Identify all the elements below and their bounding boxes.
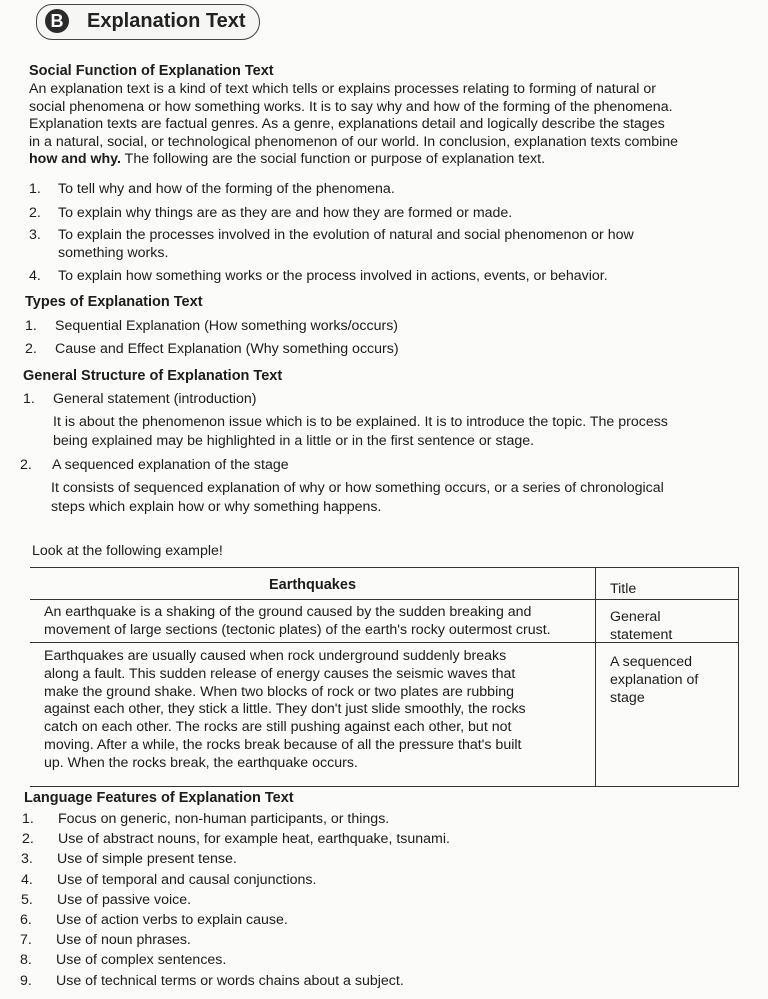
cell-line: movement of large sections (tectonic plates) of the earth's rocky outermost crust.	[44, 621, 551, 638]
list-text: General statement (introduction)	[53, 391, 257, 407]
list-text: Use of simple present tense.	[57, 851, 237, 868]
list-text: To explain why things are as they are and how they are formed or made.	[58, 205, 513, 221]
structure-description: It consists of sequenced explanation of why or how something occurs, or a series of chronological	[51, 480, 664, 496]
section-badge	[36, 4, 260, 40]
list-text: Use of abstract nouns, for example heat, earthquake, tsunami.	[58, 831, 450, 848]
list-number: 3.	[21, 851, 33, 868]
general-statement-cell	[44, 604, 584, 640]
list-number: 8.	[20, 952, 32, 969]
cell-line: moving. After a while, the rocks break because of all the pressure that's built	[44, 736, 522, 753]
cell-line: catch on each other. The rocks are still pushing against each other, but not	[44, 719, 512, 736]
list-text: Use of action verbs to explain cause.	[56, 912, 288, 928]
bold-phrase: how and why.	[29, 151, 121, 167]
list-item-continuation: something works.	[58, 245, 169, 261]
paragraph-line: Explanation texts are factual genres. As a genre, explanations detail and logically describe the stages	[29, 116, 665, 132]
list-number: 3.	[29, 227, 41, 243]
list-text: Focus on generic, non-human participants, or things.	[58, 811, 390, 827]
list-number: 4.	[21, 871, 33, 888]
list-number: 4.	[29, 268, 41, 284]
section-title: Explanation Text	[87, 10, 246, 32]
title-label: Title	[610, 581, 637, 597]
list-text: A sequenced explanation of the stage	[52, 457, 289, 473]
label-line: stage	[610, 689, 645, 706]
sequenced-explanation-cell	[44, 648, 584, 773]
cell-line: An earthquake is a shaking of the ground caused by the sudden breaking and	[44, 604, 532, 620]
social-function-paragraph	[29, 81, 749, 169]
list-text: Use of complex sentences.	[56, 952, 227, 969]
label-line: A sequenced	[610, 654, 693, 670]
cell-line: along a fault. This sudden release of energy causes the seismic waves that	[44, 665, 516, 682]
table-divider	[595, 568, 596, 786]
list-number: 2.	[25, 341, 37, 357]
section-letter: B	[45, 9, 69, 33]
list-text: To explain how something works or the process involved in actions, events, or behavior.	[58, 268, 608, 284]
example-title: Earthquakes	[268, 577, 357, 593]
list-text: To explain the processes involved in the evolution of natural and social phenomenon or how	[58, 227, 634, 243]
list-number: 1.	[23, 391, 35, 407]
list-number: 7.	[20, 932, 32, 949]
label-line: statement	[610, 626, 673, 643]
list-number: 2.	[20, 457, 32, 473]
structure-heading: General Structure of Explanation Text	[23, 368, 283, 384]
list-number: 6.	[20, 912, 32, 928]
table-divider	[30, 599, 738, 600]
sequenced-explanation-label	[610, 654, 698, 707]
types-heading: Types of Explanation Text	[25, 294, 203, 310]
label-line: explanation of	[610, 671, 699, 688]
list-number: 1.	[22, 811, 34, 827]
language-features-heading: Language Features of Explanation Text	[24, 790, 294, 806]
structure-description: It is about the phenomenon issue which is to be explained. It is to introduce the topic. The process	[53, 414, 668, 430]
general-statement-label	[610, 609, 672, 645]
paragraph-line: An explanation text is a kind of text which tells or explains processes relating to forming of natural or	[29, 81, 656, 97]
cell-line: against each other, they stick a little. They don't just slide smoothly, the rocks	[44, 701, 526, 718]
cell-line: Earthquakes are usually caused when rock underground suddenly breaks	[44, 648, 507, 664]
cell-line: make the ground shake. When two blocks of rock or two plates are rubbing	[44, 683, 515, 700]
example-table	[30, 567, 739, 787]
list-text: To tell why and how of the forming of the phenomena.	[58, 181, 395, 197]
social-function-heading: Social Function of Explanation Text	[29, 63, 274, 79]
list-number: 1.	[25, 318, 37, 334]
paragraph-line: social phenomena or how something works. It is to say why and how of the forming of the phenomena.	[29, 98, 673, 115]
list-number: 2.	[29, 205, 41, 221]
list-text: Use of noun phrases.	[56, 932, 191, 949]
list-text: Use of temporal and causal conjunctions.	[57, 871, 317, 888]
cell-line: up. When the rocks break, the earthquake occurs.	[44, 754, 358, 771]
list-text: Use of technical terms or words chains about a subject.	[56, 972, 404, 989]
list-number: 5.	[21, 891, 33, 908]
structure-description: steps which explain how or why something happens.	[51, 499, 382, 515]
paragraph-line: in a natural, social, or technological phenomenon of our world. In conclusion, explanation texts combine	[29, 133, 679, 150]
list-number: 9.	[20, 972, 32, 989]
paragraph-line	[29, 151, 749, 169]
label-line: General	[610, 609, 661, 625]
paragraph-line-rest: The following are the social function or purpose of explanation text.	[120, 151, 546, 167]
list-number: 1.	[29, 181, 41, 197]
list-number: 2.	[22, 831, 34, 848]
structure-description: being explained may be highlighted in a little or in the first sentence or stage.	[53, 433, 535, 449]
example-intro: Look at the following example!	[32, 543, 223, 559]
list-text: Sequential Explanation (How something works/occurs)	[55, 318, 399, 334]
list-text: Cause and Effect Explanation (Why something occurs)	[55, 341, 399, 357]
list-text: Use of passive voice.	[57, 891, 192, 908]
